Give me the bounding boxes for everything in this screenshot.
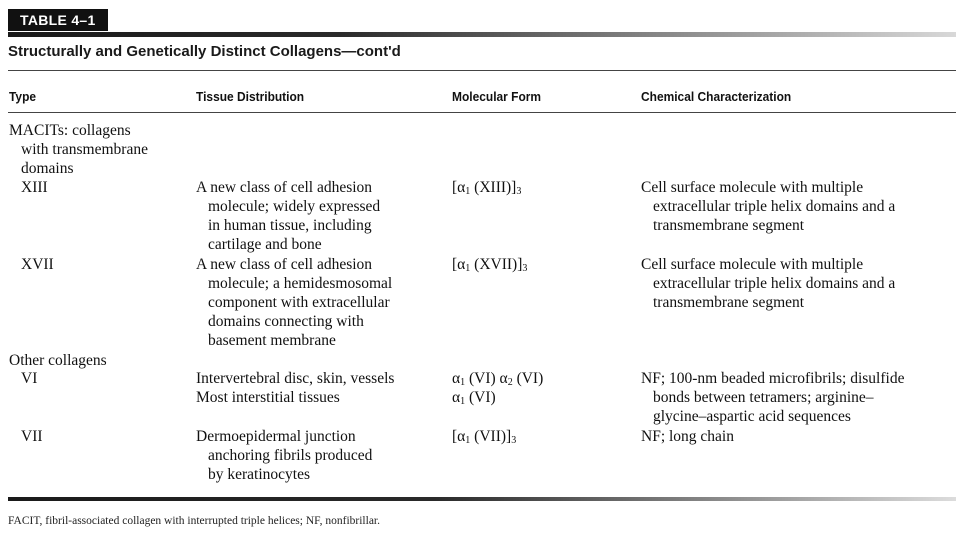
- tissue-line: in human tissue, including: [208, 217, 372, 234]
- tissue-line: molecule; a hemidesmosomal: [208, 275, 393, 292]
- col-header-tissue: Tissue Distribution: [196, 89, 305, 104]
- tissue-line: molecule; widely expressed: [208, 198, 381, 215]
- mol-text: (VI) α: [465, 370, 508, 387]
- chemical-line: transmembrane segment: [653, 294, 805, 311]
- mol-text: [α: [452, 256, 466, 273]
- tissue-line: anchoring fibrils produced: [208, 447, 373, 464]
- header-underline-rule: [8, 112, 956, 113]
- col-header-molecular: Molecular Form: [452, 89, 542, 104]
- chemical-line: glycine–aspartic acid sequences: [653, 408, 851, 425]
- mol-text: [α: [452, 428, 466, 445]
- mol-text: (VI): [465, 389, 496, 406]
- mol-text: (XVII)]: [470, 256, 523, 273]
- tissue-line: by keratinocytes: [208, 466, 311, 483]
- mol-text: (XIII)]: [470, 179, 517, 196]
- table-title: Structurally and Genetically Distinct Collagens—cont'd: [8, 43, 401, 60]
- row-vi-molecular: [452, 369, 543, 407]
- row-vii-tissue: [196, 427, 372, 484]
- chemical-line: transmembrane segment: [653, 217, 805, 234]
- mol-subscript: 3: [516, 186, 522, 197]
- row-vii-molecular: [452, 427, 516, 446]
- group-label-macits: [9, 121, 148, 178]
- row-vii-chemical: [641, 427, 734, 446]
- chemical-line: bonds between tetramers; arginine–: [653, 389, 874, 406]
- tissue-line: basement membrane: [208, 332, 336, 349]
- mol-subscript: 2: [507, 377, 513, 388]
- row-xiii-type: XIII: [21, 179, 48, 196]
- row-xvii-tissue: [196, 255, 392, 350]
- row-xiii-tissue: [196, 178, 380, 254]
- row-vi-chemical: [641, 369, 904, 426]
- mol-subscript: 3: [522, 263, 528, 274]
- chemical-line: NF; 100-nm beaded microfibrils; disulfide: [641, 370, 905, 387]
- mol-text: (VI): [512, 370, 544, 387]
- row-xvii-chemical: [641, 255, 895, 312]
- group-label-line: with transmembrane: [21, 141, 148, 158]
- mol-text: (VII)]: [470, 428, 512, 445]
- row-xvii-type: XVII: [21, 256, 54, 273]
- mol-subscript: 1: [465, 186, 471, 197]
- row-xvii-molecular: [452, 255, 527, 274]
- mol-text: α: [452, 370, 461, 387]
- chemical-line: extracellular triple helix domains and a: [653, 275, 896, 292]
- tissue-line: component with extracellular: [208, 294, 390, 311]
- mol-subscript: 1: [460, 377, 466, 388]
- row-xiii-chemical: [641, 178, 895, 235]
- tissue-line: Intervertebral disc, skin, vessels: [196, 370, 395, 387]
- col-header-type: Type: [9, 89, 37, 104]
- header-band-rule: [8, 32, 956, 37]
- mol-text: [α: [452, 179, 466, 196]
- chemical-line: NF; long chain: [641, 428, 734, 445]
- mol-subscript: 3: [511, 435, 517, 446]
- tissue-line: domains connecting with: [208, 313, 364, 330]
- row-vi-tissue: [196, 369, 394, 407]
- row-xiii-molecular: [452, 178, 521, 197]
- chemical-line: extracellular triple helix domains and a: [653, 198, 896, 215]
- tissue-line: Most interstitial tissues: [196, 389, 340, 406]
- tissue-line: Dermoepidermal junction: [196, 428, 356, 445]
- title-underline-rule: [8, 70, 956, 71]
- tissue-line: A new class of cell adhesion: [196, 256, 373, 273]
- chemical-line: Cell surface molecule with multiple: [641, 256, 864, 273]
- group-label-line: MACITs: collagens: [9, 122, 131, 139]
- chemical-line: Cell surface molecule with multiple: [641, 179, 864, 196]
- table-label: TABLE 4–1: [8, 9, 108, 31]
- mol-text: α: [452, 389, 461, 406]
- mol-subscript: 1: [465, 263, 471, 274]
- mol-subscript: 1: [460, 396, 466, 407]
- row-vii-type: VII: [21, 428, 43, 445]
- col-header-chemical: Chemical Characterization: [641, 89, 792, 104]
- table-footnote: FACIT, fibril-associated collagen with interrupted triple helices; NF, nonfibrillar.: [8, 515, 380, 527]
- row-vi-type: VI: [21, 370, 38, 387]
- table-bottom-rule: [8, 497, 956, 501]
- tissue-line: cartilage and bone: [208, 236, 322, 253]
- group-label-line: domains: [21, 160, 74, 177]
- tissue-line: A new class of cell adhesion: [196, 179, 373, 196]
- mol-subscript: 1: [465, 435, 471, 446]
- group-label-other: Other collagens: [9, 352, 107, 369]
